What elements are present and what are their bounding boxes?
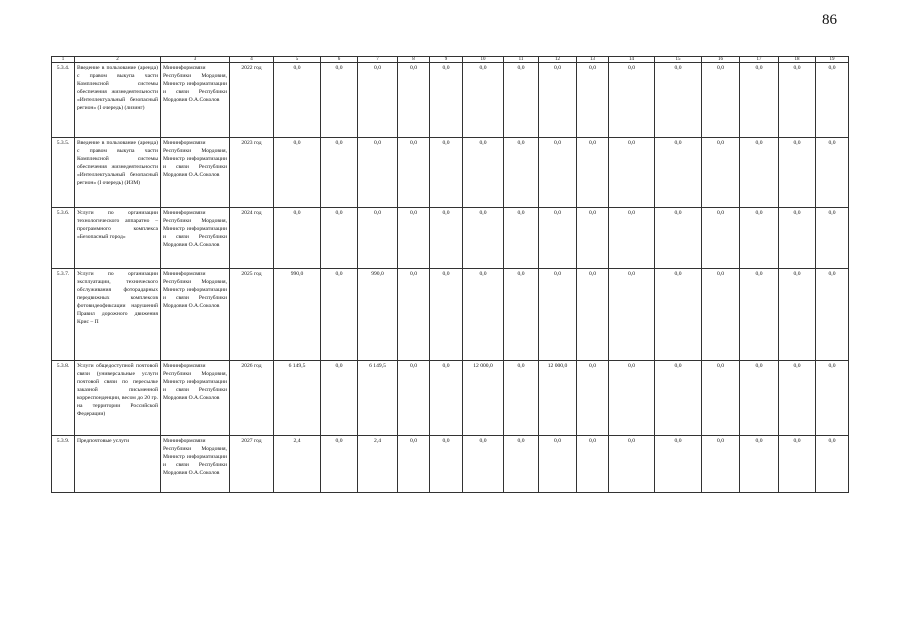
column-number-4: 4 <box>230 57 274 63</box>
executor: Мининформсвязи Республики Мордовия, Министр информатизации и связи Республики Мордовия О.А.Соколов <box>161 361 230 436</box>
value-cell: 2,4 <box>358 436 398 493</box>
value-cell: 0,0 <box>816 138 849 208</box>
executor: Мининформсвязи Республики Мордовия, Министр информатизации и связи Республики Мордовия О.А.Соколов <box>161 208 230 269</box>
activity-name: Введение в пользование (аренда) с правом выкупа части Комплексной системы обеспечения жизнедеятельности «Интеллектуальный безопасный регион» (I очередь) (ИЗМ) <box>75 138 161 208</box>
value-cell: 0,0 <box>398 436 430 493</box>
value-cell: 0,0 <box>740 208 779 269</box>
value-cell: 0,0 <box>740 138 779 208</box>
value-cell: 0,0 <box>463 269 504 361</box>
value-cell: 0,0 <box>463 436 504 493</box>
value-cell: 990,0 <box>274 269 321 361</box>
value-cell: 0,0 <box>655 63 702 138</box>
column-number-15: 15 <box>655 57 702 63</box>
value-cell: 0,0 <box>321 436 358 493</box>
value-cell: 0,0 <box>358 208 398 269</box>
value-cell: 0,0 <box>398 208 430 269</box>
value-cell: 0,0 <box>321 63 358 138</box>
column-number-16: 16 <box>702 57 740 63</box>
value-cell: 0,0 <box>740 269 779 361</box>
table-body <box>52 57 849 493</box>
column-number-6: 6 <box>321 57 358 63</box>
year: 2023 год <box>230 138 274 208</box>
executor: Мининформсвязи Республики Мордовия, Министр информатизации и связи Республики Мордовия О.А.Соколов <box>161 436 230 493</box>
value-cell: 0,0 <box>321 361 358 436</box>
value-cell: 0,0 <box>609 436 655 493</box>
column-number-14: 14 <box>609 57 655 63</box>
value-cell: 0,0 <box>398 361 430 436</box>
column-number-2: 2 <box>75 57 161 63</box>
value-cell: 0,0 <box>779 361 816 436</box>
value-cell: 0,0 <box>539 138 577 208</box>
value-cell: 6 149,5 <box>358 361 398 436</box>
column-number-9: 9 <box>430 57 463 63</box>
table-row <box>52 63 849 138</box>
row-number: 5.3.4. <box>52 63 75 138</box>
value-cell: 0,0 <box>740 361 779 436</box>
value-cell: 0,0 <box>504 436 539 493</box>
value-cell: 0,0 <box>655 208 702 269</box>
year: 2026 год <box>230 361 274 436</box>
value-cell: 0,0 <box>655 138 702 208</box>
year: 2027 год <box>230 436 274 493</box>
value-cell: 0,0 <box>398 63 430 138</box>
value-cell: 0,0 <box>702 208 740 269</box>
program-table <box>51 56 849 493</box>
value-cell: 0,0 <box>430 269 463 361</box>
value-cell: 12 000,0 <box>539 361 577 436</box>
page-number: 86 <box>822 12 837 28</box>
value-cell: 0,0 <box>779 208 816 269</box>
value-cell: 6 149,5 <box>274 361 321 436</box>
value-cell: 0,0 <box>577 269 609 361</box>
column-number-13: 13 <box>577 57 609 63</box>
value-cell: 0,0 <box>504 269 539 361</box>
value-cell: 0,0 <box>702 361 740 436</box>
value-cell: 0,0 <box>504 63 539 138</box>
value-cell: 0,0 <box>655 361 702 436</box>
value-cell: 0,0 <box>577 361 609 436</box>
value-cell: 0,0 <box>321 208 358 269</box>
value-cell: 2,4 <box>274 436 321 493</box>
value-cell: 0,0 <box>430 361 463 436</box>
value-cell: 0,0 <box>463 208 504 269</box>
value-cell: 0,0 <box>539 436 577 493</box>
column-number-7: 7 <box>358 57 398 63</box>
value-cell: 0,0 <box>463 138 504 208</box>
value-cell: 0,0 <box>816 208 849 269</box>
row-number: 5.3.9. <box>52 436 75 493</box>
value-cell: 0,0 <box>274 208 321 269</box>
value-cell: 0,0 <box>609 63 655 138</box>
column-number-19: 19 <box>816 57 849 63</box>
value-cell: 0,0 <box>463 63 504 138</box>
activity-name: Услуги по организации технологического аппаратно – программного комплекса «Безопасный город» <box>75 208 161 269</box>
row-number: 5.3.6. <box>52 208 75 269</box>
value-cell: 0,0 <box>816 63 849 138</box>
row-number: 5.3.5. <box>52 138 75 208</box>
table-row <box>52 269 849 361</box>
year: 2024 год <box>230 208 274 269</box>
table-row <box>52 208 849 269</box>
value-cell: 12 000,0 <box>463 361 504 436</box>
value-cell: 0,0 <box>504 361 539 436</box>
value-cell: 0,0 <box>539 269 577 361</box>
value-cell: 0,0 <box>321 269 358 361</box>
executor: Мининформсвязи Республики Мордовия, Министр информатизации и связи Республики Мордовия О.А.Соколов <box>161 138 230 208</box>
value-cell: 0,0 <box>702 63 740 138</box>
column-number-11: 11 <box>504 57 539 63</box>
column-number-18: 18 <box>779 57 816 63</box>
value-cell: 0,0 <box>609 269 655 361</box>
value-cell: 0,0 <box>779 436 816 493</box>
value-cell: 0,0 <box>539 208 577 269</box>
value-cell: 0,0 <box>655 436 702 493</box>
value-cell: 990,0 <box>358 269 398 361</box>
column-number-3: 3 <box>161 57 230 63</box>
value-cell: 0,0 <box>577 63 609 138</box>
value-cell: 0,0 <box>358 63 398 138</box>
year: 2022 год <box>230 63 274 138</box>
value-cell: 0,0 <box>609 208 655 269</box>
activity-name: Услуги общедоступной почтовой связи (универсальные услуги почтовой связи по пересылке заказной письменной корреспонденции, весом до 20 гр. на территории Российской Федерации) <box>75 361 161 436</box>
row-number: 5.3.8. <box>52 361 75 436</box>
value-cell: 0,0 <box>274 138 321 208</box>
value-cell: 0,0 <box>539 63 577 138</box>
value-cell: 0,0 <box>609 138 655 208</box>
value-cell: 0,0 <box>816 361 849 436</box>
column-number-10: 10 <box>463 57 504 63</box>
value-cell: 0,0 <box>779 269 816 361</box>
value-cell: 0,0 <box>577 138 609 208</box>
activity-name: Введение в пользование (аренда) с правом выкупа части Комплексной системы обеспечения жизнедеятельности «Интеллектуальный безопасный регион» (I очередь) (лизинг) <box>75 63 161 138</box>
value-cell: 0,0 <box>430 436 463 493</box>
value-cell: 0,0 <box>430 63 463 138</box>
value-cell: 0,0 <box>577 436 609 493</box>
value-cell: 0,0 <box>740 63 779 138</box>
value-cell: 0,0 <box>779 138 816 208</box>
value-cell: 0,0 <box>655 269 702 361</box>
value-cell: 0,0 <box>504 138 539 208</box>
value-cell: 0,0 <box>702 269 740 361</box>
value-cell: 0,0 <box>702 138 740 208</box>
value-cell: 0,0 <box>779 63 816 138</box>
column-number-8: 8 <box>398 57 430 63</box>
value-cell: 0,0 <box>321 138 358 208</box>
value-cell: 0,0 <box>504 208 539 269</box>
value-cell: 0,0 <box>816 269 849 361</box>
table-row <box>52 361 849 436</box>
executor: Мининформсвязи Республики Мордовия, Министр информатизации и связи Республики Мордовия О.А.Соколов <box>161 269 230 361</box>
value-cell: 0,0 <box>816 436 849 493</box>
column-number-12: 12 <box>539 57 577 63</box>
year: 2025 год <box>230 269 274 361</box>
value-cell: 0,0 <box>398 138 430 208</box>
value-cell: 0,0 <box>274 63 321 138</box>
activity-name: Услуги по организации эксплуатации, технического обслуживания фоторадарных передвижных комплексов фотовидеофиксации нарушений Правил дорожного движения Крис – П <box>75 269 161 361</box>
value-cell: 0,0 <box>398 269 430 361</box>
value-cell: 0,0 <box>430 138 463 208</box>
value-cell: 0,0 <box>358 138 398 208</box>
table-row <box>52 138 849 208</box>
column-number-1: 1 <box>52 57 75 63</box>
value-cell: 0,0 <box>430 208 463 269</box>
value-cell: 0,0 <box>609 361 655 436</box>
column-number-17: 17 <box>740 57 779 63</box>
executor: Мининформсвязи Республики Мордовия, Министр информатизации и связи Республики Мордовия О.А.Соколов <box>161 63 230 138</box>
value-cell: 0,0 <box>740 436 779 493</box>
row-number: 5.3.7. <box>52 269 75 361</box>
table-row <box>52 436 849 493</box>
column-number-5: 5 <box>274 57 321 63</box>
value-cell: 0,0 <box>577 208 609 269</box>
activity-name: Предпочтовые услуги <box>75 436 161 493</box>
value-cell: 0,0 <box>702 436 740 493</box>
